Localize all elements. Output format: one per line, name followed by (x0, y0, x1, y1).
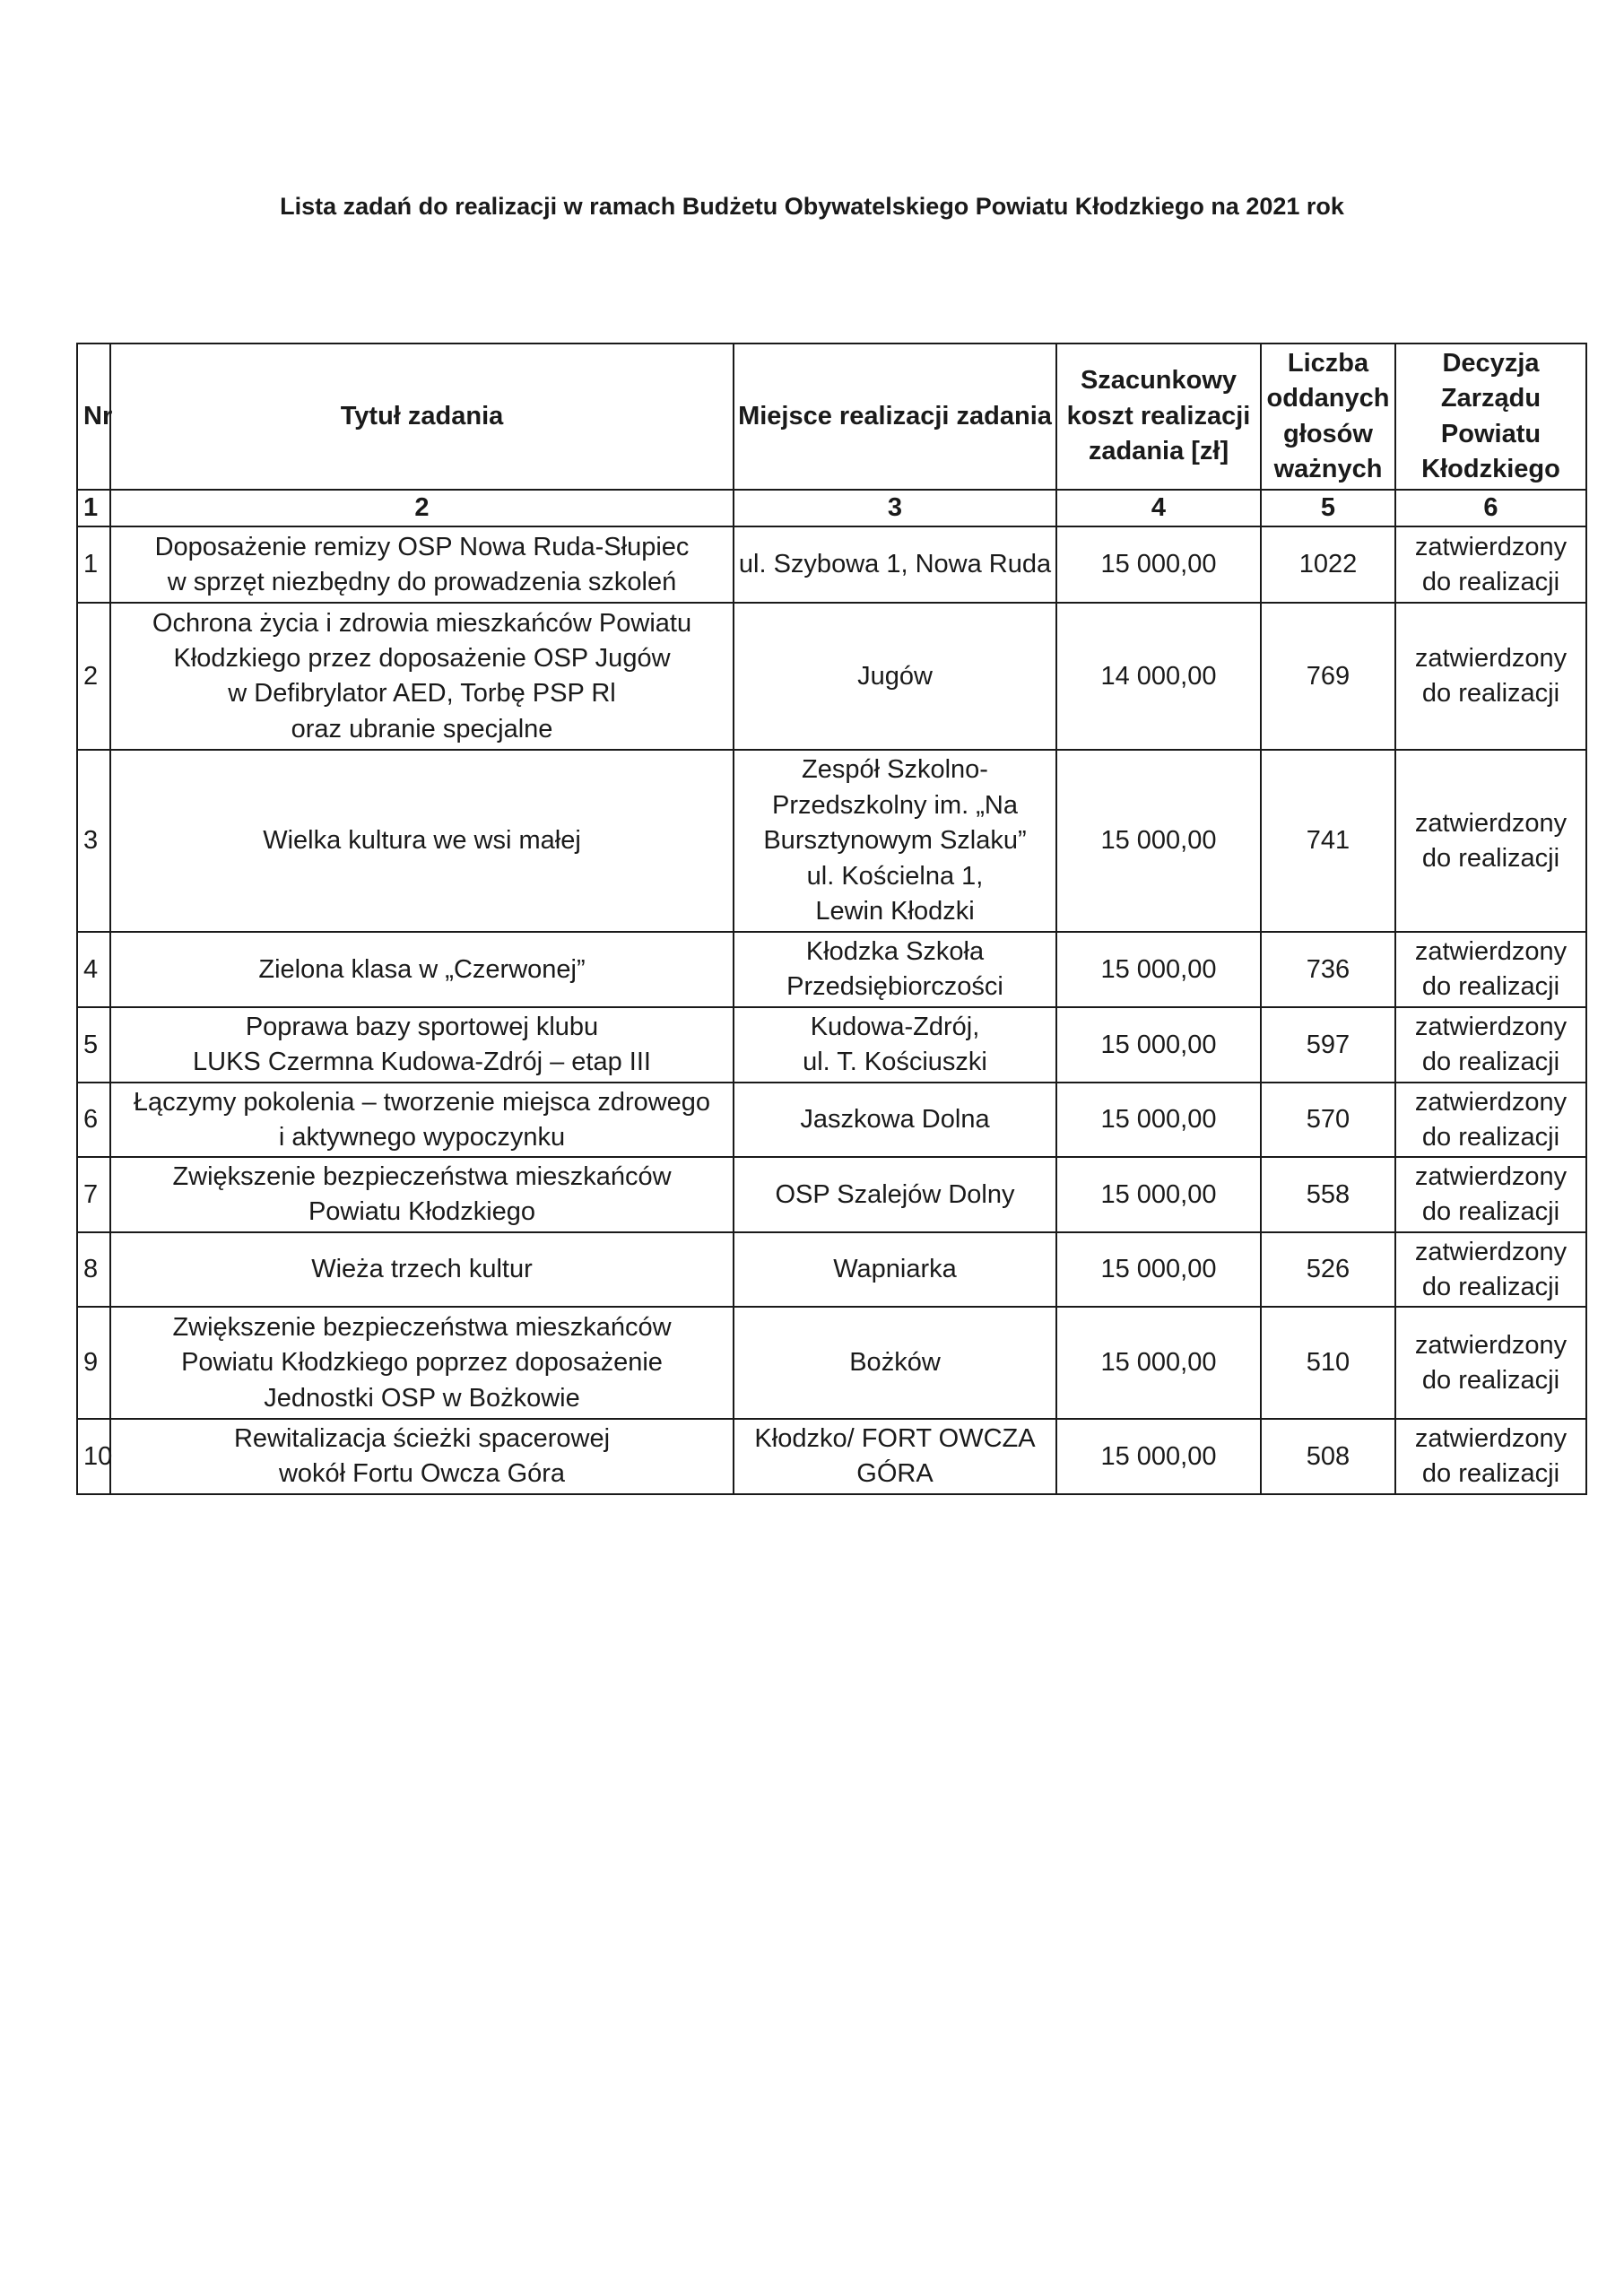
row-votes: 597 (1261, 1007, 1395, 1083)
row-votes: 558 (1261, 1157, 1395, 1232)
table-row (77, 526, 1586, 603)
row-cost: 15 000,00 (1056, 1083, 1261, 1157)
row-title: Ochrona życia i zdrowia mieszkańców Powiatu Kłodzkiego przez doposażenie OSP Jugów w Defibrylator AED, Torbę PSP Rl oraz ubranie specjalne (110, 603, 734, 750)
table-row (77, 1232, 1586, 1307)
header-votes: Liczba oddanych głosów ważnych (1261, 344, 1395, 490)
row-cost: 15 000,00 (1056, 1007, 1261, 1083)
row-votes: 570 (1261, 1083, 1395, 1157)
row-decision: zatwierdzony do realizacji (1395, 1083, 1586, 1157)
row-cost: 15 000,00 (1056, 1419, 1261, 1494)
row-place: Jugów (734, 603, 1056, 750)
row-decision: zatwierdzony do realizacji (1395, 1157, 1586, 1232)
row-decision: zatwierdzony do realizacji (1395, 1419, 1586, 1494)
table-row (77, 1307, 1586, 1419)
row-nr: 10 (77, 1419, 110, 1494)
row-title: Łączymy pokolenia – tworzenie miejsca zdrowego i aktywnego wypoczynku (110, 1083, 734, 1157)
row-nr: 6 (77, 1083, 110, 1157)
column-number: 5 (1261, 490, 1395, 526)
row-decision: zatwierdzony do realizacji (1395, 526, 1586, 603)
row-decision: zatwierdzony do realizacji (1395, 1007, 1586, 1083)
row-title: Zielona klasa w „Czerwonej” (110, 932, 734, 1007)
row-title: Zwiększenie bezpieczeństwa mieszkańców Powiatu Kłodzkiego (110, 1157, 734, 1232)
row-place: Kudowa-Zdrój, ul. T. Kościuszki (734, 1007, 1056, 1083)
row-decision: zatwierdzony do realizacji (1395, 603, 1586, 750)
column-number: 3 (734, 490, 1056, 526)
row-title: Wielka kultura we wsi małej (110, 750, 734, 932)
row-cost: 15 000,00 (1056, 1232, 1261, 1307)
column-number: 1 (77, 490, 110, 526)
row-cost: 14 000,00 (1056, 603, 1261, 750)
table-row (77, 1083, 1586, 1157)
row-nr: 8 (77, 1232, 110, 1307)
row-nr: 4 (77, 932, 110, 1007)
row-nr: 1 (77, 526, 110, 603)
row-nr: 7 (77, 1157, 110, 1232)
table-row (77, 750, 1586, 932)
row-place: ul. Szybowa 1, Nowa Ruda (734, 526, 1056, 603)
row-votes: 736 (1261, 932, 1395, 1007)
header-title: Tytuł zadania (110, 344, 734, 490)
row-title: Doposażenie remizy OSP Nowa Ruda-Słupiec w sprzęt niezbędny do prowadzenia szkoleń (110, 526, 734, 603)
header-place: Miejsce realizacji zadania (734, 344, 1056, 490)
row-decision: zatwierdzony do realizacji (1395, 1232, 1586, 1307)
row-place: Bożków (734, 1307, 1056, 1419)
row-decision: zatwierdzony do realizacji (1395, 1307, 1586, 1419)
tasks-table (76, 343, 1587, 1495)
document-title: Lista zadań do realizacji w ramach Budżetu Obywatelskiego Powiatu Kłodzkiego na 2021 rok (280, 193, 1344, 220)
row-place: OSP Szalejów Dolny (734, 1157, 1056, 1232)
row-nr: 2 (77, 603, 110, 750)
row-decision: zatwierdzony do realizacji (1395, 932, 1586, 1007)
row-nr: 5 (77, 1007, 110, 1083)
header-decision: Decyzja Zarządu Powiatu Kłodzkiego (1395, 344, 1586, 490)
row-cost: 15 000,00 (1056, 1157, 1261, 1232)
row-title: Poprawa bazy sportowej klubu LUKS Czermna Kudowa-Zdrój – etap III (110, 1007, 734, 1083)
row-decision: zatwierdzony do realizacji (1395, 750, 1586, 932)
row-place: Jaszkowa Dolna (734, 1083, 1056, 1157)
row-nr: 3 (77, 750, 110, 932)
row-place: Kłodzko/ FORT OWCZA GÓRA (734, 1419, 1056, 1494)
row-cost: 15 000,00 (1056, 526, 1261, 603)
row-cost: 15 000,00 (1056, 932, 1261, 1007)
table-row (77, 1157, 1586, 1232)
table-row (77, 1007, 1586, 1083)
row-votes: 526 (1261, 1232, 1395, 1307)
row-votes: 1022 (1261, 526, 1395, 603)
row-place: Wapniarka (734, 1232, 1056, 1307)
column-number: 6 (1395, 490, 1586, 526)
row-votes: 769 (1261, 603, 1395, 750)
row-votes: 741 (1261, 750, 1395, 932)
header-row (77, 344, 1586, 490)
header-cost: Szacunkowy koszt realizacji zadania [zł] (1056, 344, 1261, 490)
row-place: Kłodzka Szkoła Przedsiębiorczości (734, 932, 1056, 1007)
row-cost: 15 000,00 (1056, 750, 1261, 932)
row-title: Wieża trzech kultur (110, 1232, 734, 1307)
column-number-row (77, 490, 1586, 526)
column-number: 4 (1056, 490, 1261, 526)
row-nr: 9 (77, 1307, 110, 1419)
table-row (77, 932, 1586, 1007)
row-votes: 510 (1261, 1307, 1395, 1419)
row-cost: 15 000,00 (1056, 1307, 1261, 1419)
row-place: Zespół Szkolno- Przedszkolny im. „Na Bursztynowym Szlaku” ul. Kościelna 1, Lewin Kłodzki (734, 750, 1056, 932)
header-nr: Nr (77, 344, 110, 490)
row-votes: 508 (1261, 1419, 1395, 1494)
row-title: Zwiększenie bezpieczeństwa mieszkańców Powiatu Kłodzkiego poprzez doposażenie Jednostki OSP w Bożkowie (110, 1307, 734, 1419)
table-row (77, 1419, 1586, 1494)
table-row (77, 603, 1586, 750)
row-title: Rewitalizacja ścieżki spacerowej wokół Fortu Owcza Góra (110, 1419, 734, 1494)
column-number: 2 (110, 490, 734, 526)
